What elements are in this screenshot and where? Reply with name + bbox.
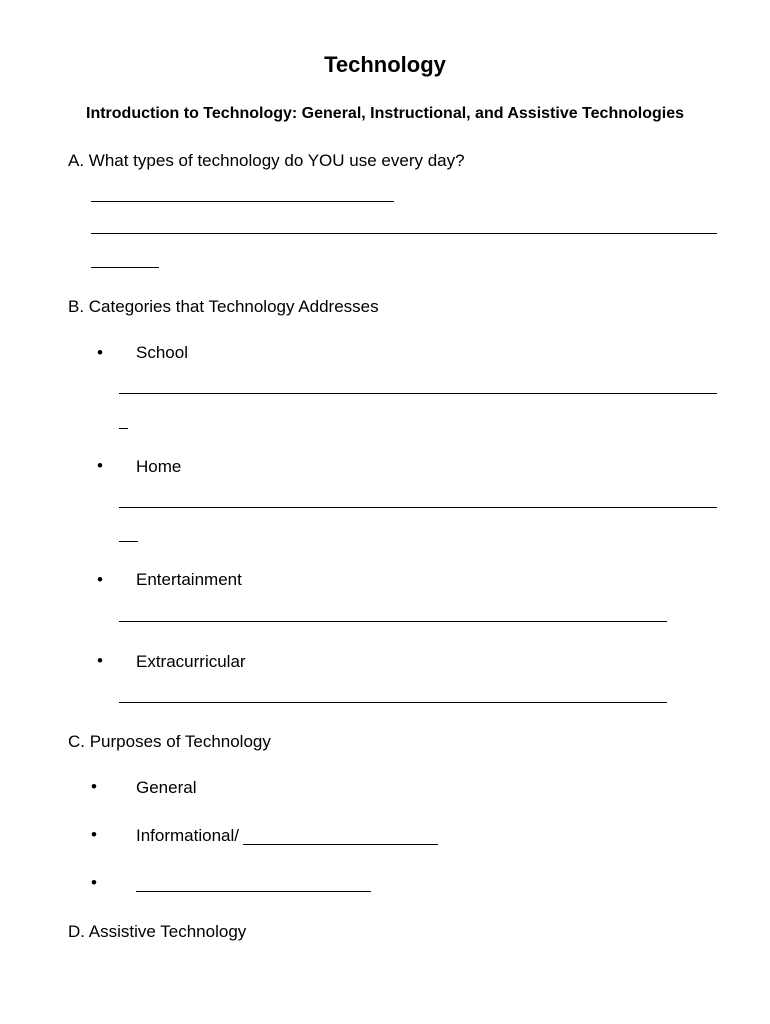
bullet-icon: • [97, 651, 103, 670]
purpose-label-informational: Informational/ [136, 826, 239, 845]
answer-blank-line[interactable] [91, 233, 717, 234]
bullet-icon: • [91, 777, 97, 796]
answer-blank-line[interactable] [119, 621, 667, 622]
category-label-entertainment: Entertainment [136, 570, 242, 589]
answer-blank-line[interactable] [91, 201, 394, 202]
purpose-label-general: General [136, 778, 197, 797]
answer-blank-line[interactable] [119, 428, 128, 429]
page-title: Technology [324, 52, 446, 77]
bullet-icon: • [91, 825, 97, 844]
section-c-heading: C. Purposes of Technology [68, 732, 271, 751]
answer-blank-line[interactable] [119, 507, 717, 508]
section-d-heading: D. Assistive Technology [68, 922, 247, 941]
bullet-icon: • [97, 456, 103, 475]
bullet-icon: • [97, 343, 103, 362]
bullet-icon: • [91, 873, 97, 892]
category-label-school: School [136, 343, 188, 362]
answer-blank-line[interactable] [119, 702, 667, 703]
section-a-question: A. What types of technology do YOU use every day? [68, 151, 465, 170]
category-label-home: Home [136, 457, 182, 476]
bullet-icon: • [97, 570, 103, 589]
answer-blank-line[interactable] [243, 844, 438, 845]
answer-blank-line[interactable] [119, 541, 138, 542]
answer-blank-line[interactable] [91, 267, 159, 268]
page-subtitle: Introduction to Technology: General, Instructional, and Assistive Technologies [86, 105, 684, 122]
answer-blank-line[interactable] [136, 891, 371, 892]
category-label-extracurricular: Extracurricular [136, 652, 246, 671]
answer-blank-line[interactable] [119, 393, 717, 394]
section-b-heading: B. Categories that Technology Addresses [68, 297, 379, 316]
